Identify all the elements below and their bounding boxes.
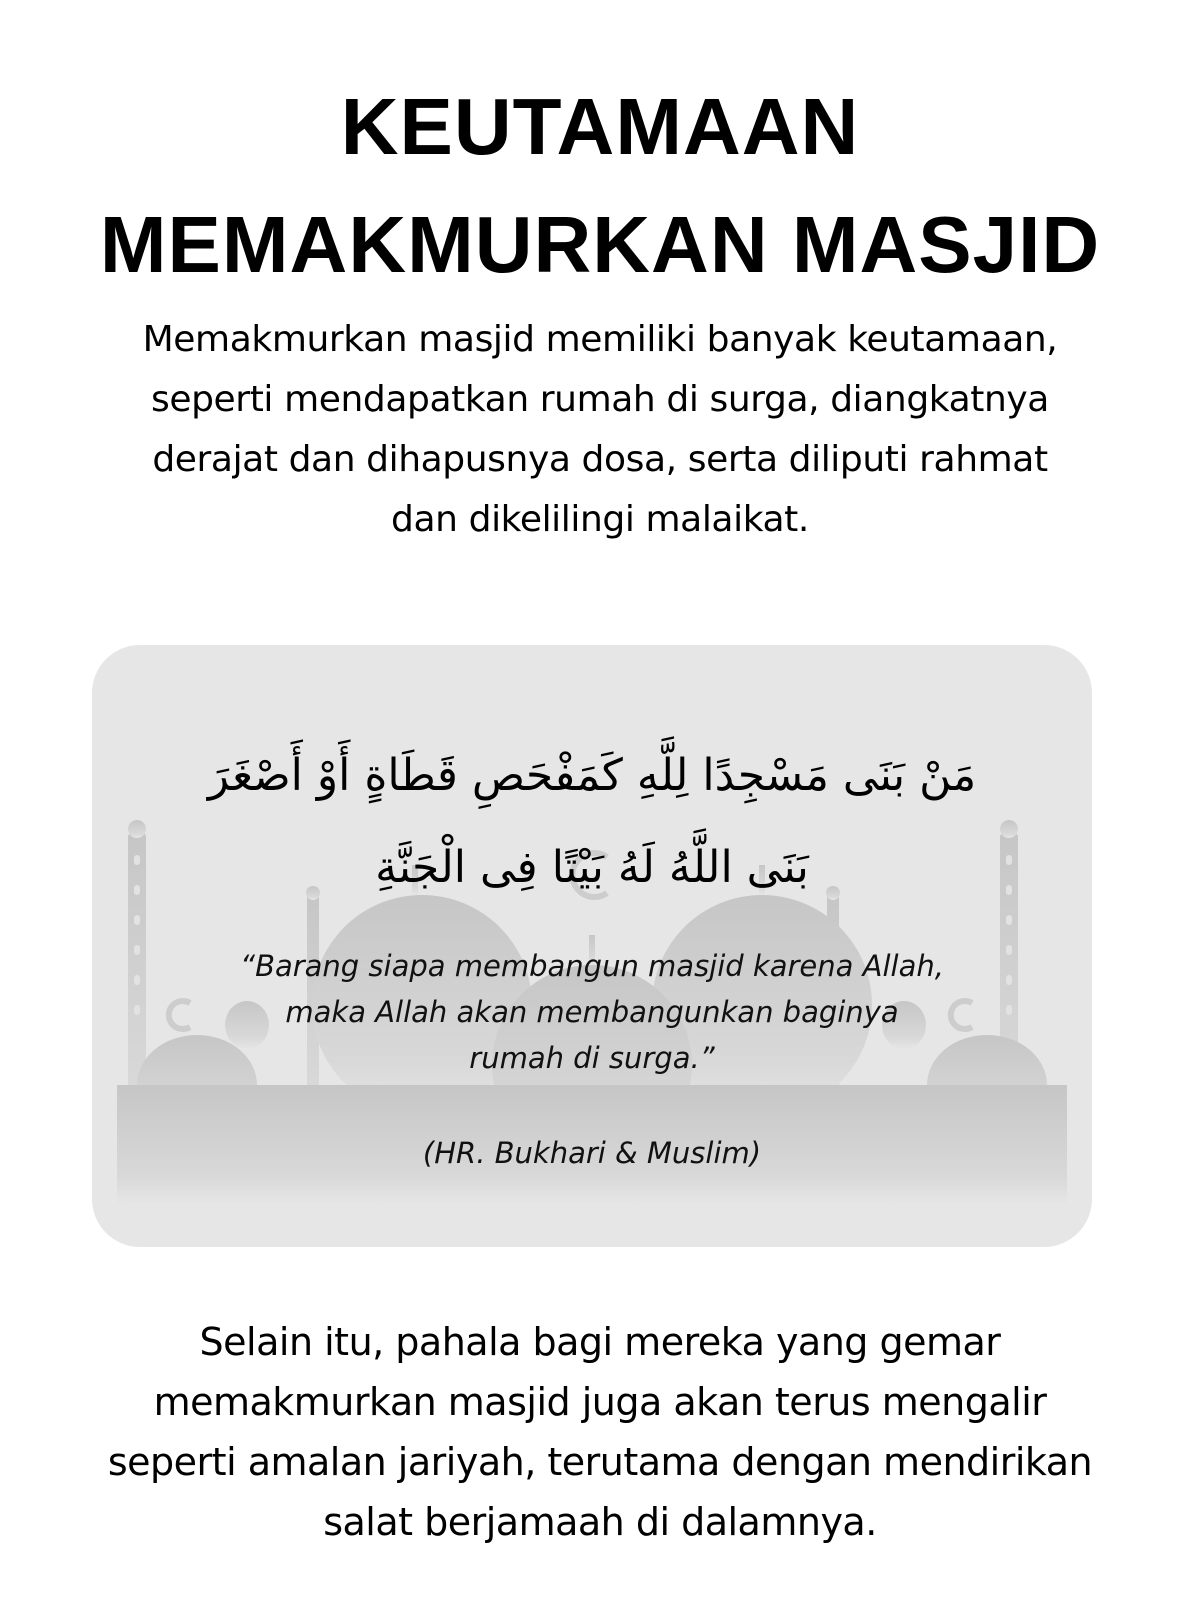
translation-line: rumah di surga.” [469, 1041, 715, 1075]
intro-line: seperti mendapatkan rumah di surga, diangkatnya [151, 379, 1049, 420]
translation-line: maka Allah akan membangunkan baginya [285, 995, 899, 1029]
outro-paragraph [40, 1312, 1160, 1552]
page-title [0, 68, 1200, 304]
hadith-translation [92, 943, 1092, 1081]
outro-line: salat berjamaah di dalamnya. [323, 1500, 877, 1544]
intro-line: Memakmurkan masjid memiliki banyak keutamaan, [142, 319, 1058, 360]
intro-paragraph [60, 310, 1140, 550]
outro-line: memakmurkan masjid juga akan terus mengalir [153, 1380, 1047, 1424]
title-line-1: KEUTAMAAN [340, 82, 860, 171]
outro-line: Selain itu, pahala bagi mereka yang gemar [199, 1320, 1001, 1364]
hadith-arabic-text [92, 730, 1092, 914]
arabic-line: مَنْ بَنَى مَسْجِدًا لِلَّهِ كَمَفْحَصِ قَطَاةٍ أَوْ أَصْغَرَ [207, 750, 977, 801]
arabic-line: بَنَى اللَّهُ لَهُ بَيْتًا فِى الْجَنَّةِ [375, 842, 809, 893]
translation-line: “Barang siapa membangun masjid karena Allah, [240, 949, 944, 983]
hadith-card [92, 645, 1092, 1247]
intro-line: derajat dan dihapusnya dosa, serta diliputi rahmat [152, 439, 1048, 480]
outro-line: seperti amalan jariyah, terutama dengan mendirikan [107, 1440, 1093, 1484]
title-line-2: MEMAKMURKAN MASJID [99, 200, 1101, 289]
hadith-source: (HR. Bukhari & Muslim) [422, 1136, 762, 1170]
intro-line: dan dikelilingi malaikat. [391, 499, 809, 540]
